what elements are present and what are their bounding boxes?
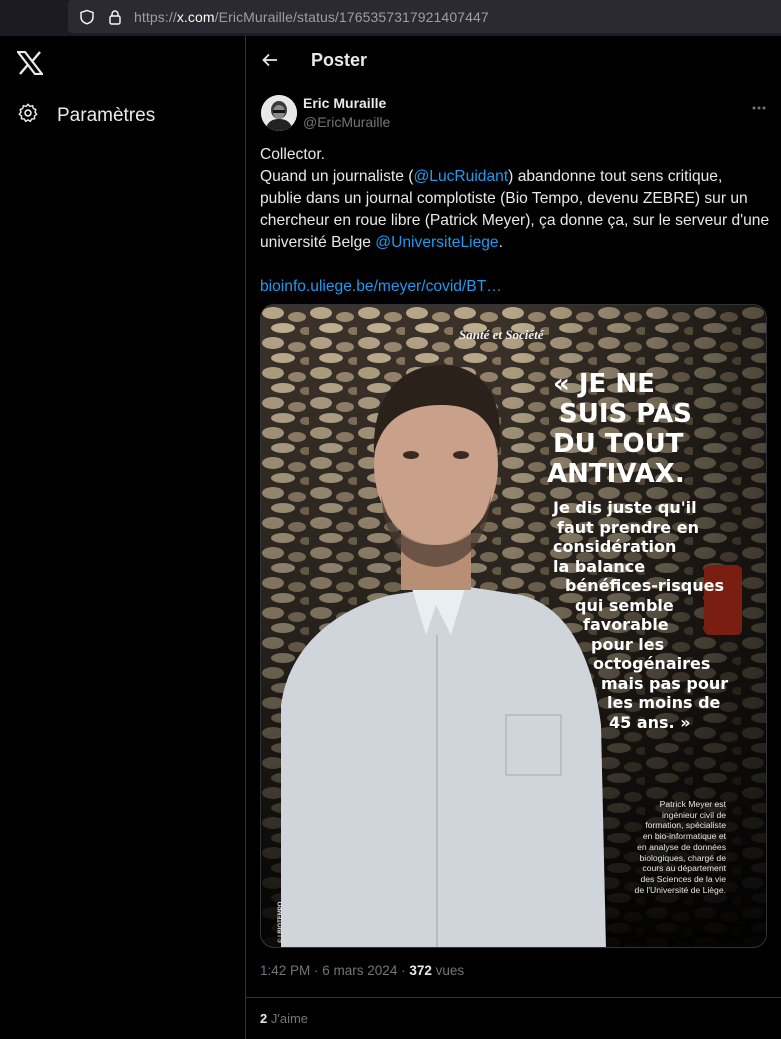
mention-link[interactable]: @UniversiteLiege [375,234,499,251]
quote-line: pour les [591,634,665,654]
back-arrow-icon[interactable] [260,50,280,70]
likes-label: J'aime [270,1011,309,1026]
media-credit: © | BIOTEMPO [278,901,284,943]
tweet-image[interactable] [260,304,767,948]
mention-link[interactable]: @LucRuidant [413,168,509,185]
caption-line: en analyse de données [637,841,726,852]
quote-line: les moins de [607,693,721,712]
separator: · [310,963,323,978]
quote-line: mais pas pour [601,673,729,693]
author-name[interactable]: Eric Muraille [303,95,387,111]
tweet-text-span: . [498,234,503,251]
quote-line: bénéfices-risques [565,576,725,595]
external-link[interactable]: bioinfo.uliege.be/meyer/covid/BT… [260,278,502,295]
url-text[interactable] [134,9,489,25]
main-column [246,36,781,1039]
caption-line: Patrick Meyer est [659,799,726,809]
tweet-text-span: université Belge [260,234,376,251]
tweet-line: publie dans un journal complotiste (Bio Tempo, devenu ZEBRE) sur un [260,190,748,207]
spacer [260,254,770,276]
headline-line: ANTIVAX. [547,459,685,489]
author-handle[interactable]: @EricMuraille [303,114,391,130]
media-caption [601,799,726,895]
tweet-time[interactable]: 1:42 PM [260,963,311,978]
likes-count: 2 [260,1011,268,1026]
tweet-text-span: Quand un journaliste ( [260,168,414,185]
url-host: x.com [176,8,215,25]
url-scheme: https:// [134,8,177,25]
more-options-icon[interactable] [751,98,767,106]
quote-line: favorable [583,615,669,634]
headline-line: SUIS PAS [559,399,692,429]
caption-line: en bio-informatique et [642,831,726,842]
tweet-date[interactable]: 6 mars 2024 [322,963,398,978]
caption-line: formation, spécialiste [645,820,726,831]
sidebar-item-settings[interactable] [17,102,155,129]
quote-line: qui semble [575,595,674,615]
tweet-meta [260,963,464,978]
quote-line: considération [553,537,677,556]
quote-line: Je dis juste qu'il [553,498,697,517]
caption-line: des Sciences de la vie [640,873,726,884]
sidebar [0,36,246,1039]
tweet-text-span: ) abandonne tout sens critique, [508,168,723,185]
caption-line: cours au département [642,863,726,874]
caption-line: ingénieur civil de [661,809,726,820]
tweet-line: Collector. [260,146,326,163]
views-label: vues [435,963,465,978]
tweet-text [260,144,770,298]
likes-stat[interactable] [260,1011,308,1026]
url-path: /EricMuraille/status/1765357317921407447 [214,8,489,25]
avatar[interactable] [261,95,297,131]
tweet-line [260,166,770,188]
divider [246,997,781,998]
gear-icon [17,102,39,129]
quote-line: 45 ans. » [609,712,691,732]
quote-line: octogénaires [593,654,711,673]
media-quote [553,498,763,732]
tweet-line [260,232,770,254]
caption-line: biologiques, chargé de [639,852,726,863]
headline-line: « JE NE [553,369,655,399]
x-logo-icon[interactable] [17,51,43,75]
url-bar[interactable] [68,0,781,33]
tweet-line: chercheur en roue libre (Patrick Meyer), ça donne ça, sur le serveur d'une [260,212,770,229]
sidebar-item-label: Paramètres [57,104,156,126]
headline-line: DU TOUT [553,429,684,459]
quote-line: faut prendre en [557,517,699,537]
media-section-label: Santé et Société [459,327,544,342]
media-headline [547,369,763,489]
browser-toolbar [0,0,781,36]
caption-line: de l'Université de Liège. [634,884,726,895]
page-header [246,36,781,84]
shield-icon[interactable] [78,8,96,26]
views-count: 372 [409,963,432,978]
quote-line: la balance [553,556,646,576]
lock-icon[interactable] [106,8,124,26]
separator: · [397,963,410,978]
page-title: Poster [311,50,368,70]
